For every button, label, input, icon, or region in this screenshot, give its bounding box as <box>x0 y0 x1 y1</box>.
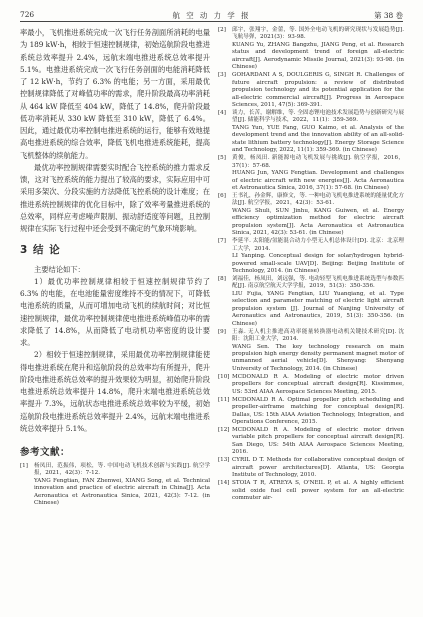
reference-english: LI Yanping. Conceptual design for solar/hydrogen hybrid-powered small-scale UAV[D]. Beijing: Beijing Institute of Technology, 2014. (in Chinese) <box>232 253 404 274</box>
reference-text: 谈力，长苦，谢解维，等. 全固态锂电池技术发展趋势与创新研究与展望[J]. 储能科学与技术，2022，11(1)：359-369. <box>232 109 404 124</box>
reference-item <box>218 480 404 502</box>
reference-english: TANG Yun, YUE Fang, GUO Kaimo, et al. Analysis of the development trend and the innovation ability of an all-solid-state lithium battery technology[J]. Energy Storage Science and Technology, 2022, 11(1): 359-369. (in Chinese) <box>232 124 404 154</box>
right-reference-list <box>218 27 404 503</box>
reference-number: [2] <box>218 27 226 33</box>
reference-item <box>218 276 404 328</box>
reference-item <box>218 193 404 238</box>
page-number: 726 <box>20 10 35 19</box>
reference-item <box>218 427 404 457</box>
reference-item <box>20 463 210 508</box>
reference-item <box>218 238 404 275</box>
reference-item <box>218 155 404 192</box>
reference-english: LIU Fujia, YANG Fengtian, LIU Yuanqiang, et al. Type selection and parameter matching of electric light aircraft propulsion system [J]. Journal of Nanjing University of Aeronautics and Astronautics, 2019, 51(3): 350-356. (in Chinese) <box>232 290 404 327</box>
reference-number: [11] <box>218 396 230 403</box>
left-column <box>20 27 210 508</box>
reference-english: YANG Fengtian, FAN Zhenwei, XIANG Song, et al. Technical innovation and practice of electric aircraft in China[J]. Acta Aeronautica et Astronautica Sinica, 2021, 42(3): 7-12. (in Chinese) <box>34 477 210 507</box>
reference-english: HUANG Jun, YANG Fengtian. Development and challenges of electric aircraft with new energies[J]. Acta Aeronautica et Astronautica Sinica, 2016, 37(1): 57-68. (in Chinese) <box>232 170 404 192</box>
reference-number: [6] <box>218 192 226 199</box>
journal-title: 航 空 动 力 学 报 <box>172 11 251 20</box>
reference-item <box>218 110 404 155</box>
conclusion-item: 1）最优功率控制规律相较于恒速控制规律节约了 6.3% 的电能，在电池能量密度维持不变的情况下，可降低电池系统的质量，从而可增加电动飞机的续航时间；对比恒速控制规律，最优功率控制规律使电推进系统峰值功率的需求降低了 14.8%，从而降低了电动机功率密度的设计要求。 <box>20 276 210 347</box>
reference-number: [5] <box>218 155 226 162</box>
reference-text: 王书礼，孙金辉，康修文，等. 一种电动飞机电推进系统的能量优化方法[J]. 航空学报，2021，42(3)：53-61. <box>232 192 404 207</box>
reference-text: STOIA T R, ATREYA S, O'NEIL P, et al. A highly efficient solid oxide fuel cell power system for an all-electric commuter air- <box>232 480 404 502</box>
reference-text: 刘福佳，杨凤田，刘远强，等. 电动轻型飞机电推进系统选型与参数匹配[J]. 南京航空航天大学学报，2019，51(3)：350-356. <box>232 275 404 290</box>
reference-item <box>218 27 404 72</box>
reference-english: WANG Sen. The key technology research on main propulsion high energy density permanent magnet motor of unmanned aerial vehicle[D]. Shenyang: Shenyang University of Technology, 2014. (in Chinese) <box>232 343 404 372</box>
reference-number: [14] <box>218 480 230 487</box>
conclusion-intro: 主要结论如下： <box>34 264 85 274</box>
reference-text: MCDONALD R A. Optimal propeller pitch scheduling and propeller-airframe matching for conceptual design[R]. Dallas, US: 15th AIAA Aviation Technology, Integration, and Operations Conference, 2015. <box>232 396 404 426</box>
reference-english: KUANG Yu, ZHANG Bangzhu, JIANG Peng, et al. Research status and development trend of foreign all-electric aircraft[J]. Aerodynamic Missile Journal, 2021(3): 93-98. (in Chinese) <box>232 41 404 71</box>
reference-item <box>218 72 404 109</box>
reference-item <box>218 374 404 396</box>
section-heading: 3 结 论 <box>20 244 61 257</box>
reference-text: 王淼. 无人机主推进高功率能量转换器电动机关键技术研究[D]. 沈阳：沈阳工业大学，2014. <box>232 328 404 343</box>
reference-english: WANG Shuli, SUN Jinhu, KANG Guiwen, et al. Energy efficiency optimization method for electric aircraft propulsion system[J]. Acta Aeronautica et Astronautica Sinica, 2021, 42(3): 53-61. (in Chinese) <box>232 207 404 237</box>
reference-number: [8] <box>218 275 226 282</box>
reference-text: 黄俊，杨凤田. 新能源电动飞机发展与挑战[J]. 航空学报，2016，37(1)：57-68. <box>232 155 404 169</box>
reference-item <box>218 457 404 479</box>
body-paragraph: 最优功率控制规律需要实时配合飞控系统的推力需求反馈，这对飞控系统的能力提出了较高的要求，实际应用中可采用多架次、分段实施的方法降低飞控系统的设计难度；在推进系统控制规律的优化目标中，除了效率考量推进系统的总效率，同样应考虑噪声限制、振动舒适度等问题，且控制规律在实际飞行过程中还会受到不确定的气象环境影响。 <box>20 162 210 233</box>
reference-number: [10] <box>218 373 230 380</box>
volume-number: 第 38 卷 <box>374 11 403 20</box>
reference-number: [1] <box>20 463 28 469</box>
reference-number: [7] <box>218 238 226 245</box>
reference-text: 杨凤田，范振伟，项松，等. 中国电动飞机技术创新与实践[J]. 航空学报，2021，42(3)：7-12. <box>34 463 210 477</box>
conclusion-item: 2）相较于恒速控制规律，采用最优功率控制规律能使得电推进系统在爬升和巡航阶段的总效率均有所提升，爬升阶段电推进系统总效率的提升效果较为明显，初始爬升阶段电推进系统总效率提升 14.8%，爬升末端电推进系统总效率提升 7.3%，远航状态电推进系统总效率较为平缓，初始巡航阶段电推进系统总效率提升 2.4%，远航末端电推进系统总效率提升 5.1%。 <box>20 350 210 433</box>
reference-text: MCDONALD R A. Modeling of electric motor driven propellers for conceptual aircraft design[R]. Kissimmee, US: 53rd AIAA Aerospace Sciences Meeting, 2015. <box>232 373 404 395</box>
reference-number: [4] <box>218 109 226 116</box>
reference-number: [12] <box>218 427 230 434</box>
reference-number: [9] <box>218 328 226 335</box>
reference-text: GOHARDANI A S, DOULGERIS G, SINGH R. Challenges of future aircraft propulsion: a review of distributed propulsion technology and its potential application for the all-electric commercial aircraft[J]. Progress in Aerospace Sciences, 2011, 47(5): 369-391. <box>232 72 404 109</box>
reference-text: 李延平. 太阳能/氢能混合动力小型无人机总体设计[D]. 北京：北京理工大学，2014. <box>232 238 404 252</box>
reference-text: 邱宇，张翔宇，金蕾，等. 国外全电动飞机的研究现状与发展趋势[J]. 飞航导弹，2021(3)：93-98. <box>232 27 404 41</box>
references-heading: 参考文献： <box>20 447 71 458</box>
main-text <box>20 27 210 435</box>
reference-list <box>20 463 210 508</box>
body-paragraph: 率最小，飞机推进系统完成一次飞行任务剖面所消耗的电量为 189 kW·h，相较于恒速控制规律，初始巡航阶段电推进系统总效率提升 2.4%，远航末端电推进系统总效率提升 5.1%。电推进系统完成一次飞行任务剖面的电能消耗降低了 12 kW·h，节约了 6.3% 的电能；另一方面，采用最优控制规律降低了对峰值功率的需求，爬升阶段最高功率消耗从 464 kW 降低至 404 kW，降低了 14.8%，爬升阶段最低功率消耗从 330 kW 降低至 310 kW，降低了 6.4%。因此，通过最优功率控制电推进系统的运行，能够有效地提高电推进系统的综合效率，降低飞机电推进系统能耗，提高飞机整体的续航能力。 <box>20 28 210 160</box>
reference-item <box>218 329 404 374</box>
reference-number: [13] <box>218 457 230 464</box>
running-header <box>20 9 403 22</box>
reference-text: CYRIL D T. Methods for collaborative conceptual design of aircraft power architectures[D]. Atlanta, US: Georgia Institute of Technology, 2010. <box>232 457 404 479</box>
reference-number: [3] <box>218 72 226 79</box>
reference-item <box>218 397 404 427</box>
reference-text: MCDONALD R A. Modeling of electric motor driven variable pitch propellers for conceptual aircraft design[R]. San Diego, US: 54th AIAA Aerospace Sciences Meeting, 2016. <box>232 427 404 456</box>
